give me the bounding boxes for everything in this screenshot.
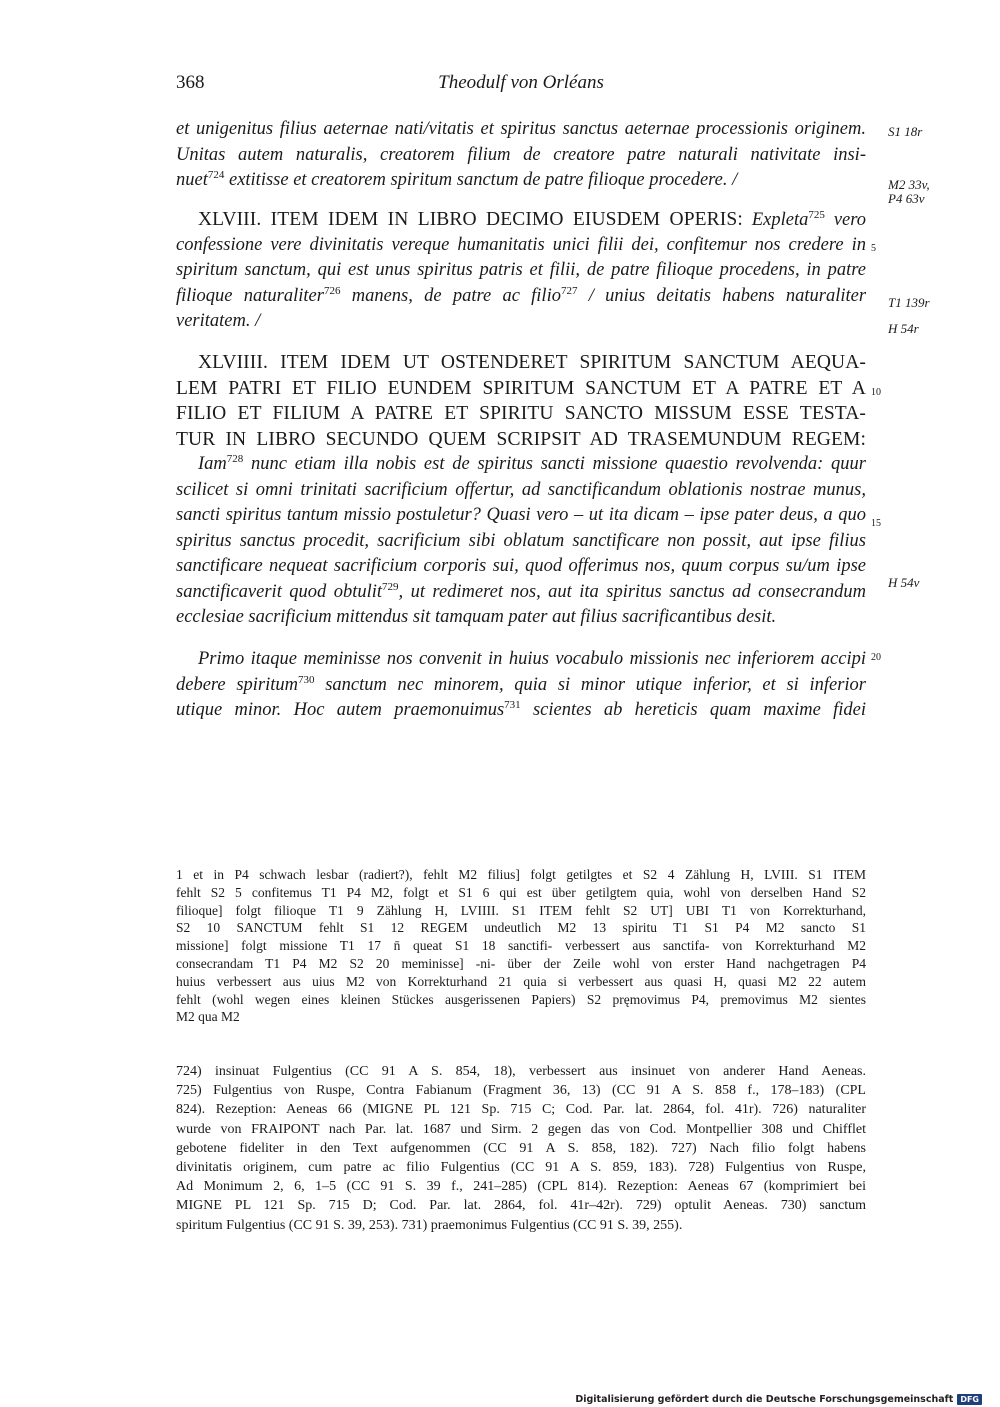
- footnote-ref: 731: [504, 699, 521, 711]
- apparatus-line: fehlt (wohl wegen eines kleinen Stückes ausgerissenen Papiers) S2 pręmovimus P4, premovimus M2 sientes: [176, 991, 866, 1007]
- footnote-ref: 725: [808, 209, 825, 221]
- note-line: 824). Rezeption: Aeneas 66 (MIGNE PL 121 Sp. 715 C; Cod. Par. lat. 2864, fol. 41r). 726) naturaliter: [176, 1102, 866, 1118]
- apparatus-line: huius verbessert aus uius M2 von Korrekturhand 21 quia si verbessert aus quasi H, quasi M2 22 autem: [176, 973, 866, 989]
- note-line: 724) insinuat Fulgentius (CC 91 A S. 854, 18), verbessert aus insinuet von anderer Hand Aeneas.: [176, 1064, 866, 1079]
- text-line: nuet$^{724}$ extitisse et creatorem spiritum sanctum de patre filioque procedere. /: [176, 169, 738, 190]
- apparatus-line: filioque] folgt filioque T1 9 Zählung H, LVIIII. S1 ITEM fehlt S2 UT] UBI T1 von Korrekturhand,: [176, 902, 866, 918]
- text-line: sanctificaverit quod obtulit$^{729}$, ut redimeret nos, aut ita spiritus sanctus ad consecrandum: [176, 580, 866, 602]
- footnote-ref: 726: [323, 284, 341, 297]
- apparatus-line: consecrandam T1 P4 M2 S2 20 meminisse] -ni- über der Zeile wohl von erster Hand nachgetragen P4: [176, 955, 866, 971]
- apparatus-line: 1 et in P4 schwach lesbar (radiert?), fehlt M2 filius] folgt getilgtes et S2 4 Zählung H, LVIII. S1 ITEM: [176, 867, 866, 882]
- text-line: sancti spiritus tantum missio postuletur? Quasi vero – ut ita dicam – ipse pater deus, a quo: [176, 505, 866, 525]
- footer-text: Digitalisierung gefördert durch die Deutsche Forschungsgemeinschaft: [575, 1394, 954, 1405]
- text-line: utique minor. Hoc autem praemonuimus$^{731}$ scientes ab hereticis quam maxime fidei: [176, 699, 866, 720]
- margin-folio-note: S1 18r: [888, 124, 923, 139]
- text-line: Primo itaque meminisse nos convenit in huius vocabulo missionis nec inferiorem accipi: [198, 649, 866, 669]
- chapter-heading-line: FILIO ET FILIUM A PATRE ET SPIRITU SANCTO MISSUM ESSE TESTA-: [176, 403, 866, 424]
- page-header: [176, 72, 866, 102]
- line-number: 20: [871, 652, 881, 663]
- critical-apparatus: [176, 866, 866, 1026]
- text-line: sanctificare nequeat sacrificium corporis sui, quod offerimus nos, quum corpus su/um ipse: [176, 556, 866, 576]
- note-line: spiritum Fulgentius (CC 91 S. 39, 253). 731) praemonimus Fulgentius (CC 91 S. 39, 255).: [176, 1217, 683, 1233]
- text-line: ecclesiae sacrificium mittendus sit tamquam pater aut filius sacrificantibus desit.: [176, 607, 777, 627]
- note-line: MIGNE PL 121 Sp. 715 D; Cod. Par. lat. 2864, fol. 41r–42r). 729) optulit Aeneas. 730) sanctum: [176, 1198, 866, 1214]
- apparatus-line: M2 qua M2: [176, 1009, 240, 1025]
- running-title: Theodulf von Orléans: [438, 72, 604, 93]
- footnote-ref: 727: [560, 284, 578, 297]
- text-line: Iam$^{728}$ nunc etiam illa nobis est de spiritus sancti missione quaestio revolvenda: quur: [198, 453, 867, 474]
- line-number: 10: [871, 387, 881, 398]
- note-line: Ad Monimum 2, 6, 1–5 (CC 91 S. 39 f., 241–285) (CPL 814). Rezeption: Aeneas 67 (komprimiert bei: [176, 1179, 866, 1195]
- text-line: filioque naturaliter$^{726}$ manens, de patre ac filio$^{727}$ / unius deitatis habens naturaliter: [176, 284, 867, 306]
- note-line: wurde von FRAIPONT nach Par. lat. 1687 und Sirm. 2 gegen das von Cod. Montpellier 308 und Chifflet: [176, 1121, 866, 1137]
- text-line: et unigenitus filius aeternae nati/vitatis et spiritus sanctus aeternae processionis originem.: [176, 119, 866, 139]
- margin-folio-note: T1 139r: [888, 295, 930, 310]
- footnote-ref: 730: [298, 673, 315, 686]
- text-line: Unitas autem naturalis, creatorem filium de creatore patre naturali nativitate insi-: [176, 144, 866, 165]
- note-line: 725) Fulgentius von Ruspe, Contra Fabianum (Fragment 36, 13) (CC 91 A S. 858 f., 178–183) (CPL: [176, 1083, 866, 1099]
- source-notes: [176, 1062, 866, 1235]
- margin-folio-note: P4 63v: [888, 191, 925, 206]
- page-number: 368: [176, 72, 205, 93]
- digitization-footer: [575, 1394, 982, 1405]
- chapter-xlviiii: [176, 350, 866, 631]
- text-line: veritatem. /: [176, 311, 261, 331]
- text-line: spiritum sanctum, qui est unus spiritus patris et filii, de patre filioque procedens, in patre: [176, 260, 866, 280]
- margin-folio-note: H 54r: [888, 321, 919, 336]
- text-line: scilicet si omni trinitati sacrificium offertur, ad sanctificandum oblationis nostrae munus,: [176, 479, 866, 500]
- chapter-xlviii: [176, 207, 866, 335]
- footnote-ref: 724: [207, 169, 225, 181]
- margin-folio-note: M2 33v,: [888, 177, 930, 192]
- note-line: divinitatis originem, cum patre ac filio Fulgentius (CC 91 A S. 859, 183). 728) Fulgentius von Ruspe,: [176, 1159, 866, 1175]
- footnote-ref: 729: [382, 580, 399, 593]
- paragraph-primo: [176, 647, 866, 724]
- margin-folio-note: H 54v: [888, 575, 920, 590]
- chapter-heading-line: TUR IN LIBRO SECUNDO QUEM SCRIPSIT AD TRASEMUNDUM REGEM:: [176, 428, 866, 450]
- apparatus-line: fehlt S2 5 confitemus T1 P4 M2, folgt et S1 6 qui est über getilgtem quia, wohl von derselben Hand S2: [176, 884, 866, 900]
- chapter-heading: XLVIII. ITEM IDEM IN LIBRO DECIMO EIUSDEM OPERIS:: [198, 209, 743, 230]
- chapter-heading-line: LEM PATRI ET FILIO EUNDEM SPIRITUM SANCTUM ET A PATRE ET A: [176, 377, 866, 399]
- text-line: XLVIII. ITEM IDEM IN LIBRO DECIMO EIUSDEM OPERIS: Expleta$^{725}$ vero: [198, 209, 867, 230]
- apparatus-line: S2 10 SANCTUM fehlt S1 12 REGEM undeutlich M2 13 spiritu T1 S1 P4 M2 sancto S1: [176, 920, 866, 936]
- main-text-section-1: [176, 117, 866, 194]
- line-number: 15: [871, 518, 881, 529]
- text-line: debere spiritum$^{730}$ sanctum nec minorem, quia si minor utique inferior, et si inferior: [176, 673, 867, 695]
- chapter-heading-line: XLVIIII. ITEM IDEM UT OSTENDERET SPIRITUM SANCTUM AEQUA-: [198, 352, 866, 373]
- line-number: 5: [871, 243, 876, 254]
- note-line: gebotene fideliter in den Text aufgenommen (CC 91 A S. 858, 182). 727) Nach filio folgt habens: [176, 1140, 866, 1156]
- text-line: confessione vere divinitatis vereque humanitatis unici filii dei, confitemur nos credere in: [176, 234, 866, 255]
- apparatus-line: missione] folgt missione T1 17 n̄ queat S1 18 sanctifi- verbessert aus sanctifa- von Korrekturhand M2: [176, 938, 866, 954]
- footnote-ref: 728: [226, 453, 244, 465]
- dfg-logo-icon: DFG: [957, 1394, 982, 1405]
- text-line: spiritus sanctus procedit, sacrificium sibi oblatum sanctificare non possit, aut ipse filius: [176, 530, 866, 551]
